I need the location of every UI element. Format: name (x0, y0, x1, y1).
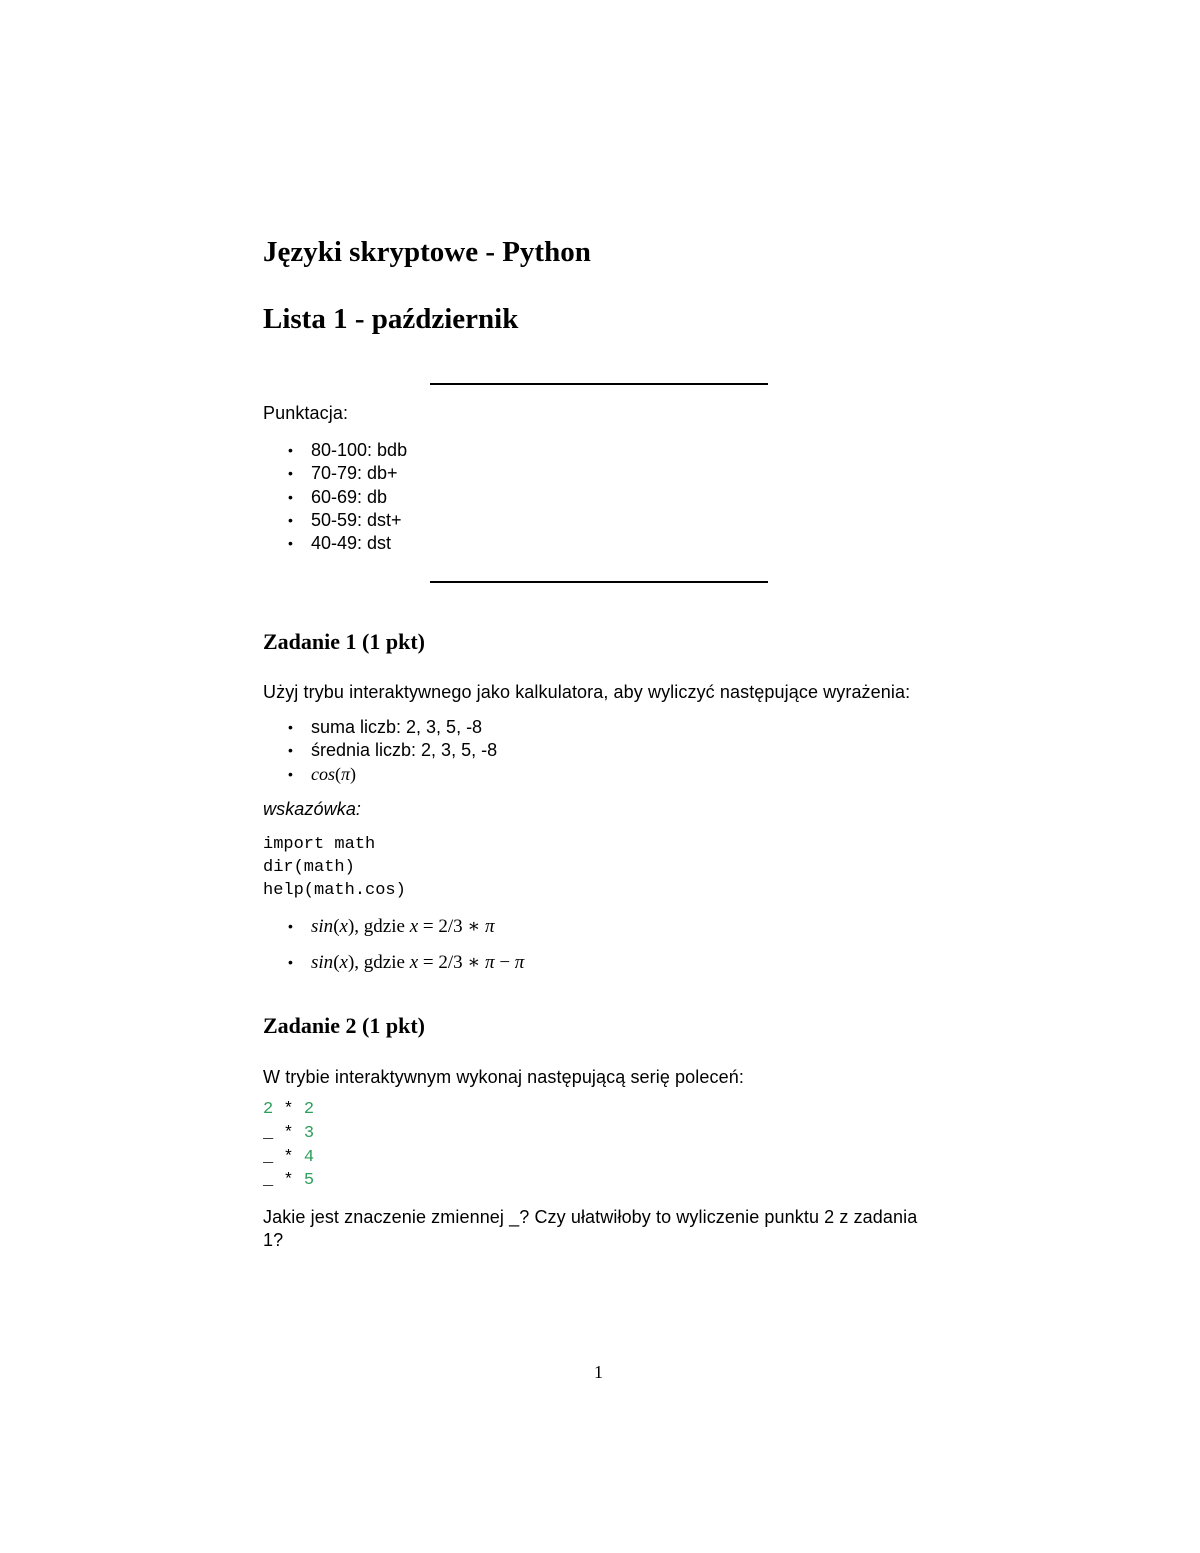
bullet-icon: • (288, 535, 293, 552)
document-title: Języki skryptowe - Python (263, 236, 591, 268)
bullet-icon: • (288, 765, 293, 782)
task2-intro: W trybie interaktywnym wykonaj następującą serię poleceń: (263, 1067, 744, 1087)
code-line: dir(math) (263, 858, 355, 877)
divider-bottom (430, 581, 768, 583)
bullet-icon: • (288, 719, 293, 735)
hint-label: wskazówka: (263, 799, 362, 819)
scoring-label: Punktacja: (263, 403, 349, 423)
code-line: help(math.cos) (263, 881, 406, 900)
divider-top (430, 383, 768, 385)
list-item: • 60-69: db (288, 486, 407, 509)
code-line: 2 * 2 (263, 1100, 315, 1119)
scoring-list (288, 439, 407, 555)
task1-sin-list-2 (288, 951, 524, 974)
list-item: • 80-100: bdb (288, 439, 407, 462)
task2-question-cont: 1? (263, 1230, 284, 1250)
bullet-icon: • (288, 742, 293, 759)
task1-intro: Użyj trybu interaktywnego jako kalkulatora, aby wyliczyć następujące wyrażenia: (263, 682, 911, 702)
bullet-icon: • (288, 488, 293, 505)
task1-heading: Zadanie 1 (1 pkt) (263, 629, 425, 654)
bullet-icon: • (288, 511, 293, 528)
task2-heading: Zadanie 2 (1 pkt) (263, 1013, 425, 1038)
bullet-icon: • (288, 465, 293, 482)
task1-sin-list (288, 915, 495, 938)
list-item: • sin(x), gdzie x = 2/3 ∗ π − π (288, 952, 525, 973)
list-item: • 70-79: db+ (288, 462, 407, 485)
list-item: • 50-59: dst+ (288, 509, 407, 532)
bullet-icon: • (288, 954, 293, 970)
code-line: _ * 3 (263, 1124, 315, 1143)
list-item: • sin(x), gdzie x = 2/3 ∗ π (288, 916, 495, 937)
code-line: _ * 5 (263, 1171, 315, 1190)
page-number: 1 (594, 1362, 603, 1382)
code-line: _ * 4 (263, 1148, 315, 1167)
task1-list (288, 716, 497, 786)
bullet-icon: • (288, 442, 293, 458)
code-line: import math (263, 835, 376, 854)
bullet-icon: • (288, 918, 293, 934)
math-cos: cos (311, 763, 335, 784)
task2-question: Jakie jest znaczenie zmiennej _? Czy ułatwiłoby to wyliczenie punktu 2 z zadania (263, 1207, 918, 1227)
list-item: • suma liczb: 2, 3, 5, -8 (288, 716, 497, 739)
list-item: • średnia liczb: 2, 3, 5, -8 (288, 739, 497, 762)
list-item: • cos(π) (288, 763, 497, 786)
document-subtitle: Lista 1 - październik (263, 303, 519, 335)
list-item: • 40-49: dst (288, 532, 407, 555)
